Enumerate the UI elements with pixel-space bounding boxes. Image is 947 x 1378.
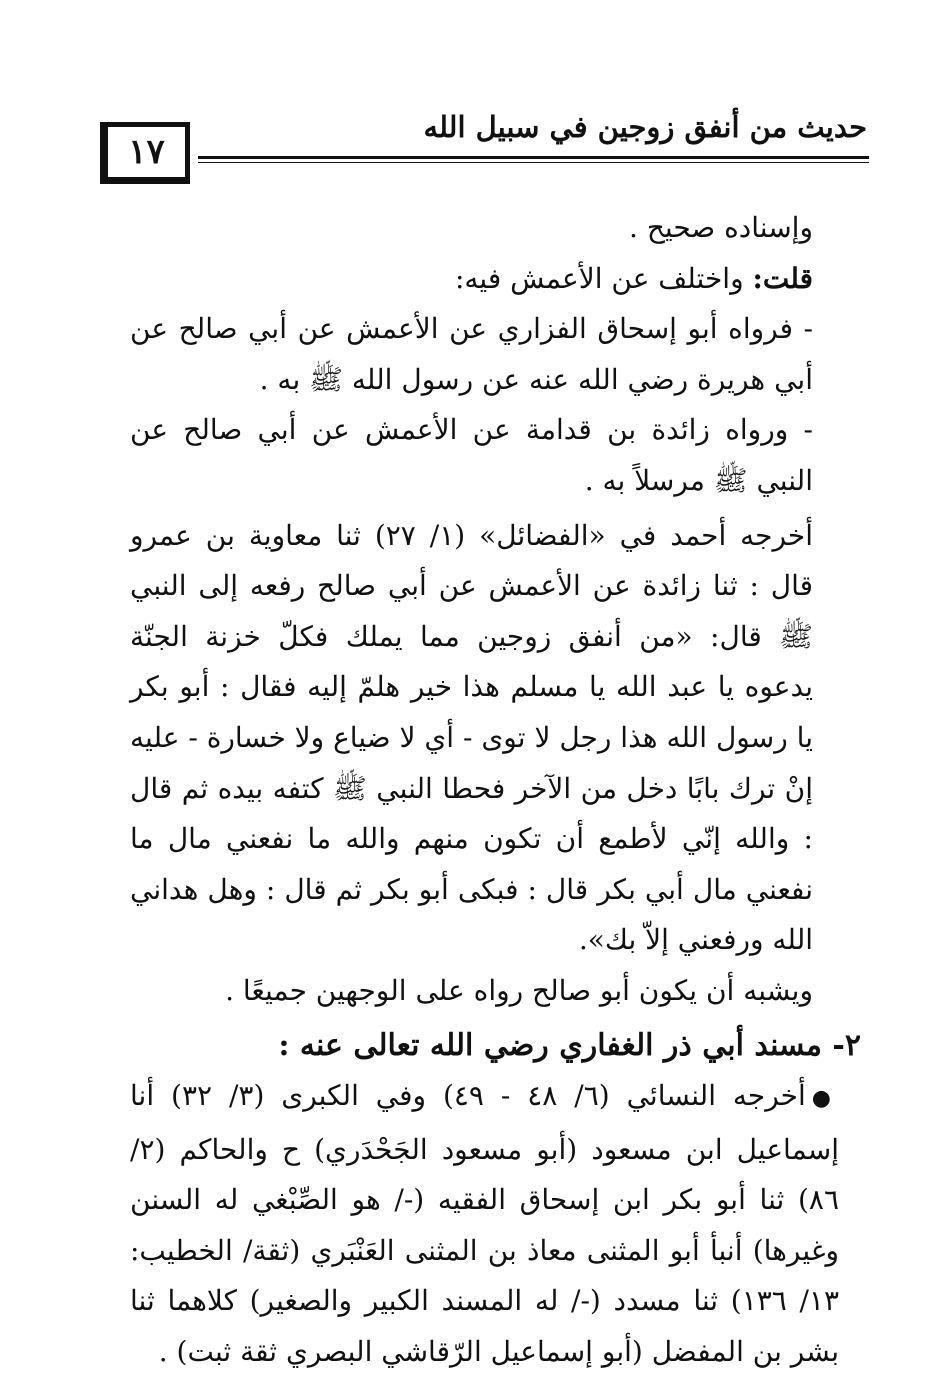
paragraph-fazari: - فرواه أبو إسحاق الفزاري عن الأعمش عن أبي صالح عن أبي هريرة رضي الله عنه عن رسول الله ﷺ به . xyxy=(130,312,813,396)
qultu-label: قلت: xyxy=(752,261,813,295)
page-number-text: ١٧ xyxy=(128,132,165,172)
bullet-icon: ● xyxy=(811,1086,839,1112)
qultu-text: واختلف عن الأعمش فيه: xyxy=(454,261,753,295)
running-title: حديث من أنفق زوجين في سبيل الله xyxy=(423,110,867,144)
header-rule xyxy=(198,156,869,159)
header-rule-thin xyxy=(198,162,869,163)
paragraph-nasai xyxy=(130,1071,839,1378)
paragraph-ahmad-fadail: أخرجه أحمد في «الفضائل» (١/ ٢٧) ثنا معاوية بن عمرو قال : ثنا زائدة عن الأعمش عن أبي صالح رفعه إلى النبي ﷺ قال: «من أنفق زوجين مما يملك فكلّ خزنة الجنّة يدعوه يا عبد الله يا مسلم هذا خير هلمّ إليه فقال : أبو بكر يا رسول الله هذا رجل لا توى - أي لا ضياع ولا خسارة - عليه إنْ ترك بابًا دخل من الآخر فحطا النبي ﷺ كتفه بيده ثم قال : والله إنّي لأطمع أن تكون منهم والله ما نفعني مال ما نفعني مال أبي بكر قال : فبكى أبو بكر ثم قال : وهل هداني الله ورفعني إلاّ بك». xyxy=(130,518,814,957)
paragraph-zaida: - ورواه زائدة بن قدامة عن الأعمش عن أبي صالح عن النبي ﷺ مرسلاً به . xyxy=(130,413,813,497)
page-body xyxy=(130,203,861,1378)
section-heading-abu-dhar: ٢- مسند أبي ذر الغفاري رضي الله تعالى عنه : xyxy=(278,1027,861,1063)
paragraph-isnad: وإسناده صحيح . xyxy=(629,211,813,244)
paragraph-conclusion: ويشبه أن يكون أبو صالح رواه على الوجهين جميعًا . xyxy=(225,973,813,1007)
page-number xyxy=(100,122,190,184)
paragraph-qultu xyxy=(130,254,839,305)
paragraph-nasai-text: أخرجه النسائي (٦/ ٤٨ - ٤٩) وفي الكبرى (٣/ ٣٢) أنا إسماعيل ابن مسعود (أبو مسعود الجَحْدَري) ح والحاكم (٢/ ٨٦) ثنا أبو بكر ابن إسحاق الفقيه (-/ هو الصِّبْغي له السنن وغيرها) أنبأ أبو المثنى معاذ بن المثنى العَنْبَري (ثقة/ الخطيب: ١٣/ ١٣٦) ثنا مسدد (-/ له المسند الكبير والصغير) كلاهما ثنا بشر بن المفضل (أبو إسماعيل الرّقاشي البصري ثقة ثبت) . xyxy=(130,1079,839,1369)
